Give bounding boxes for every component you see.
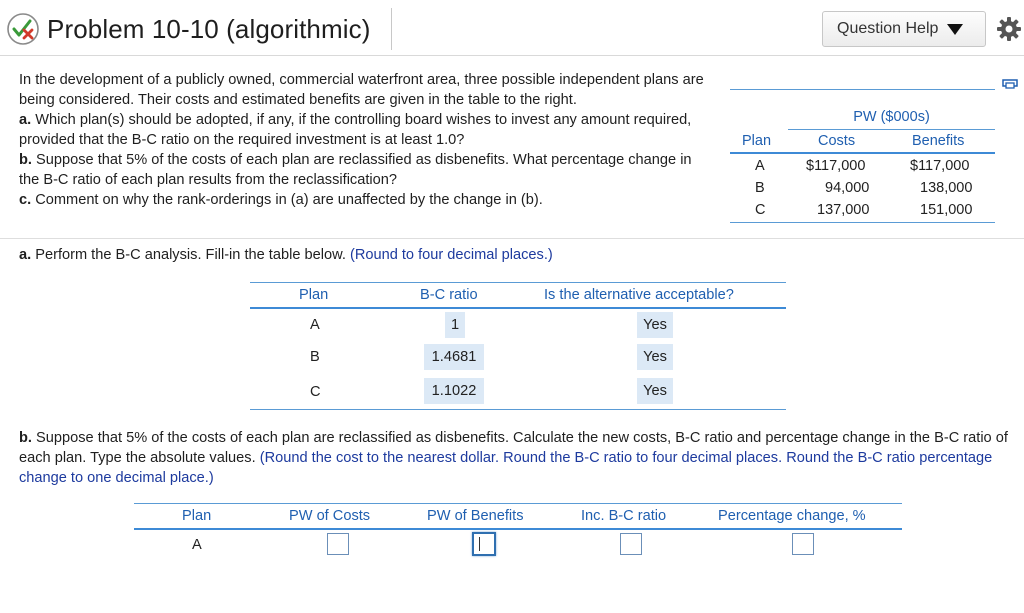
question-help-label: Question Help xyxy=(837,20,939,37)
page-title: Problem 10-10 (algorithmic) xyxy=(47,13,371,44)
pw-row-a-plan: A xyxy=(755,158,765,174)
pw-col-plan: Plan xyxy=(742,133,772,149)
problem-c-label: c. xyxy=(19,192,32,208)
table-rule xyxy=(250,307,786,309)
gear-icon[interactable] xyxy=(996,16,1022,42)
table-rule xyxy=(730,89,995,90)
part-b-instruction xyxy=(19,428,1009,488)
header-bar xyxy=(0,0,1024,56)
pw-row-c-plan: C xyxy=(755,202,766,218)
question-help-button[interactable] xyxy=(822,11,986,47)
problem-c-text: Comment on why the rank-orderings in (a) are unaffected by the change in (b). xyxy=(35,192,543,208)
part-b-col-plan: Plan xyxy=(182,508,212,524)
part-a-row-a-plan: A xyxy=(310,317,320,333)
caret-down-icon xyxy=(947,24,963,35)
problem-b-text: Suppose that 5% of the costs of each plan are reclassified as disbenefits. What percentage change in the B-C ratio of each plan results from the reclassification? xyxy=(19,152,692,188)
part-b-hint: (Round the cost to the nearest dollar. Round the B-C ratio to four decimal places. Round the B-C ratio percentage change to one decimal place.) xyxy=(19,450,993,486)
part-a-row-a-acceptable-answer[interactable]: Yes xyxy=(637,312,673,338)
pw-row-b-costs: 94,000 xyxy=(825,180,870,196)
table-rule xyxy=(730,152,995,154)
part-b-col-pct-change: Percentage change, % xyxy=(718,508,866,524)
problem-statement xyxy=(19,70,709,210)
part-a-row-c-plan: C xyxy=(310,384,321,400)
part-a-col-acceptable: Is the alternative acceptable? xyxy=(544,287,734,303)
part-a-row-b-plan: B xyxy=(310,349,320,365)
partial-correct-check-x-icon xyxy=(6,12,40,46)
part-a-instruction xyxy=(19,247,553,263)
pw-col-benefits: Benefits xyxy=(912,133,965,149)
part-a-row-a-bc-answer[interactable]: 1 xyxy=(445,312,465,338)
print-icon[interactable] xyxy=(1002,76,1018,88)
part-a-row-b-bc-answer[interactable]: 1.4681 xyxy=(424,344,484,370)
part-b-col-pw-benefits: PW of Benefits xyxy=(427,508,524,524)
part-a-hint: (Round to four decimal places.) xyxy=(349,247,553,263)
section-divider xyxy=(0,238,1024,239)
table-rule xyxy=(250,282,786,283)
problem-intro: In the development of a publicly owned, commercial waterfront area, three possible independent plans are being considered. Their costs and estimated benefits are given in the table to the right. xyxy=(19,72,704,108)
problem-a-label: a. xyxy=(19,112,32,128)
pw-col-costs: Costs xyxy=(818,133,856,149)
pw-benefits-input[interactable] xyxy=(472,532,496,556)
table-rule xyxy=(730,222,995,223)
pw-row-c-benefits: 151,000 xyxy=(920,202,973,218)
pw-row-a-costs: $117,000 xyxy=(806,158,866,174)
part-a-table xyxy=(250,282,786,410)
part-a-row-b-acceptable-answer[interactable]: Yes xyxy=(637,344,673,370)
pw-row-b-plan: B xyxy=(755,180,765,196)
table-rule xyxy=(788,129,995,130)
table-rule xyxy=(134,503,902,504)
percentage-change-input[interactable] xyxy=(792,533,814,555)
part-a-row-c-acceptable-answer[interactable]: Yes xyxy=(637,378,673,404)
pw-group-header: PW ($000s) xyxy=(853,109,930,125)
part-b-label: b. xyxy=(19,430,32,446)
part-b-table xyxy=(134,503,902,563)
pw-row-c-costs: 137,000 xyxy=(817,202,870,218)
problem-a-text: Which plan(s) should be adopted, if any, if the controlling board wishes to invest any amount required, provided that the B-C ratio on the required investment is at least 1.0? xyxy=(19,112,692,148)
part-a-row-c-bc-answer[interactable]: 1.1022 xyxy=(424,378,484,404)
part-b-col-inc-bc: Inc. B-C ratio xyxy=(581,508,667,524)
part-a-label: a. xyxy=(19,247,32,263)
part-a-col-plan: Plan xyxy=(299,287,329,303)
part-b-col-pw-costs: PW of Costs xyxy=(289,508,371,524)
inc-bc-ratio-input[interactable] xyxy=(620,533,642,555)
text-cursor xyxy=(479,537,480,551)
pw-row-a-benefits: $117,000 xyxy=(910,158,970,174)
problem-b-label: b. xyxy=(19,152,32,168)
table-rule xyxy=(250,409,786,410)
table-rule xyxy=(134,528,902,530)
part-b-text: Suppose that 5% of the costs of each plan are reclassified as disbenefits. Calculate the new costs, B-C ratio and percentage change in the B-C ratio of each plan. Type the absolute values. xyxy=(19,430,1008,466)
part-a-col-bc-ratio: B-C ratio xyxy=(420,287,478,303)
title-area xyxy=(4,8,392,50)
part-a-text: Perform the B-C analysis. Fill-in the table below. xyxy=(35,247,346,263)
part-b-row-a-plan: A xyxy=(192,537,202,553)
pw-costs-input[interactable] xyxy=(327,533,349,555)
pw-row-b-benefits: 138,000 xyxy=(920,180,973,196)
